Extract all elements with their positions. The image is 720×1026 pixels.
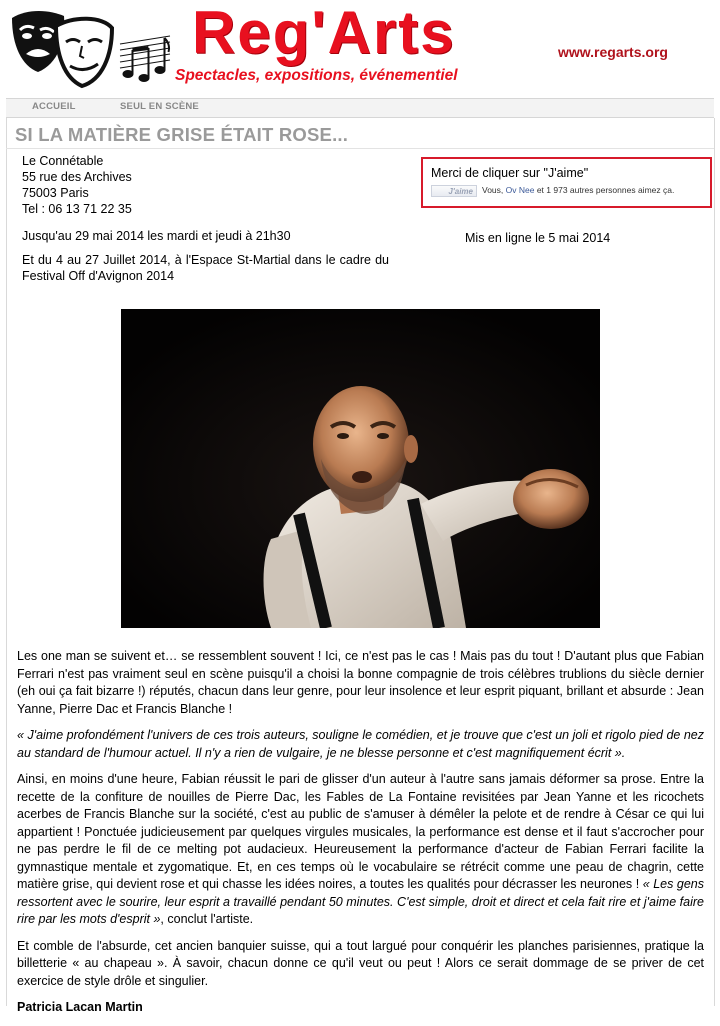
- music-notes-icon: [118, 30, 172, 86]
- facebook-like-box: [421, 157, 712, 208]
- like-box-title: Merci de cliquer sur "J'aime": [431, 166, 589, 180]
- site-url[interactable]: www.regarts.org: [558, 44, 668, 60]
- posted-date: Mis en ligne le 5 mai 2014: [465, 231, 611, 245]
- nav-item-seul-en-scene[interactable]: SEUL EN SCÈNE: [120, 101, 199, 112]
- venue-street: 55 rue des Archives: [22, 170, 132, 184]
- like-text-suffix: et 1 973 autres personnes aimez ça.: [534, 185, 675, 195]
- like-button[interactable]: J'aime: [431, 185, 477, 197]
- schedule-dates: Jusqu'au 29 mai 2014 les mardi et jeudi à 21h30: [22, 229, 291, 243]
- article-paragraph: [17, 771, 704, 929]
- page-title: SI LA MATIÈRE GRISE ÉTAIT ROSE...: [15, 124, 349, 145]
- performer-photo-illustration: [121, 309, 600, 628]
- article-text: Ainsi, en moins d'une heure, Fabian réussit le pari de glisser d'un auteur à l'autre sans jamais déformer sa prose. Entre la recette de la confiture de nouilles de Pierre Dac, les Fables de La Fontaine revisitées par Jean Yanne et les ricochets acerbes de Francis Blanche sur la société, c'est au public de s'amuser à démêler la pelote et de rendre à César ce qui lui appartient ! Ponctuée judicieusement par quelques virgules musicales, la performance est dense et il faut s'accrocher pour ne pas perdre le fil de ce melting pot audacieux. Heureusement la performance d'acteur de Fabian Ferrari facilite la gymnastique mentale et zygomatique. Et, en ces temps où le vocabulaire se rétrécit comme une peau de chagrin, cette matière grise, qui devient rose et qui chasse les idées noires, a toutes les qualités pour décrasser les neurones !: [17, 772, 704, 891]
- main-nav: [6, 98, 714, 118]
- article-inline-quote: « Les gens ressortent avec le sourire, leur esprit a travaillé pendant 50 minutes. C'est simple, droit et direct et cela fait rire et j'aime faire rire par les mots d'esprit »: [17, 877, 704, 926]
- article-quote: « J'aime profondément l'univers de ces trois auteurs, souligne le comédien, et je trouve que c'est un joli et rigolo pied de nez au standard de l'humour actuel. Il n'y a rien de vulgaire, je ne blesse personne et c'est magnifiquement écrit ».: [17, 728, 704, 760]
- site-logo-subtitle: Spectacles, expositions, événementiel: [175, 67, 458, 84]
- site-logo-title[interactable]: Reg'Arts: [192, 0, 456, 66]
- article-text-end: , conclut l'artiste.: [160, 912, 254, 926]
- venue-info: [22, 153, 132, 217]
- like-text-prefix: Vous,: [482, 185, 506, 195]
- theatre-masks-icon: [6, 6, 118, 90]
- like-friend-link[interactable]: Ov Nee: [505, 185, 535, 195]
- article-author: Patricia Lacan Martin: [17, 1000, 143, 1014]
- like-count-text: [482, 185, 674, 195]
- article-paragraph: Et comble de l'absurde, cet ancien banquier suisse, qui a tout largué pour conquérir les planches parisiennes, pratique la billetterie « au chapeau ». À savoir, chacun donne ce qu'il veut ou peut ! Alors ce serait dommage de se priver de cet exercice de style drôle et singulier.: [17, 938, 704, 988]
- site-header: [0, 0, 720, 96]
- venue-city: 75003 Paris: [22, 186, 89, 200]
- venue-name: Le Connétable: [22, 154, 104, 168]
- performer-photo: [121, 309, 600, 628]
- venue-phone: Tel : 06 13 71 22 35: [22, 202, 132, 216]
- article-body: [17, 648, 704, 1026]
- schedule-festival: Et du 4 au 27 Juillet 2014, à l'Espace St-Martial dans le cadre du Festival Off d'Avignon 2014: [22, 253, 389, 283]
- article-paragraph: Les one man se suivent et… se ressemblent souvent ! Ici, ce n'est pas le cas ! Mais pas du tout ! D'autant plus que Fabian Ferrari n'est pas vraiment seul en scène puisqu'il a choisi la bonne compagnie de trois célèbres trublions du siècle dernier (eh oui ça fait bizarre !) réputés, chacun dans leur genre, pour leur insolence et leur esprit piquant, brillant et absurde : Jean Yanne, Pierre Dac et Francis Blanche !: [17, 649, 704, 716]
- nav-item-accueil[interactable]: ACCUEIL: [32, 101, 76, 112]
- title-divider: [6, 148, 714, 149]
